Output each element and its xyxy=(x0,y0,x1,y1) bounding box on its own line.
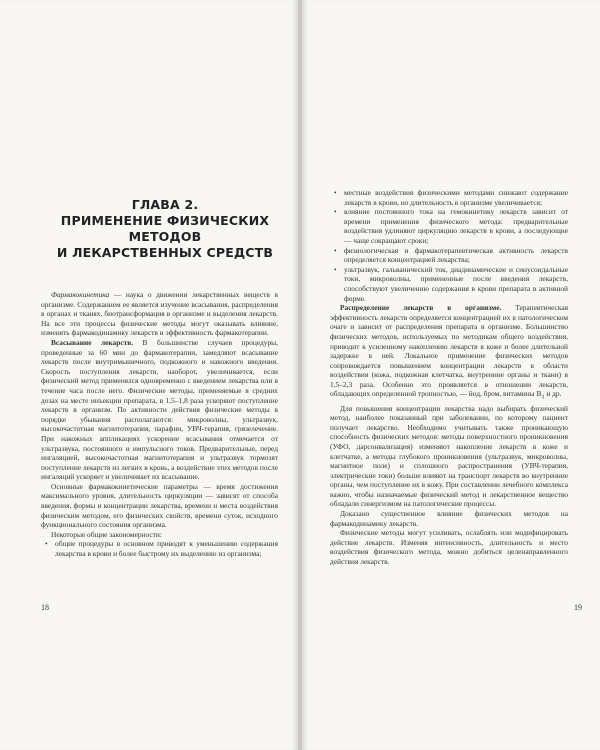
paragraph: Для повышения концентрации лекарства надо выбирать физический метод, наиболее показанный при заболевании, по которому пациент получает лекарство. Необходимо учитывать также проникающую способность физических методов: методы поверхностного проникновения (УФО, дарсонвализация) изменяют накопление лекарств в коже и клетчатке, а методы глубокого проникновения (ультразвук, микроволны, магнитное поле) и сплошного распространения (УВЧ-терапия, электрические токи) больше влияют на транспорт лекарств во внутренние органы, чем поступление их в кожу. При составлении лечебного комплекса важно, чтобы назначаемые физический метод и лекарственное вещество обладали синергизмом на патологические процессы. xyxy=(330,403,568,509)
list-item: • влияние постоянного тока на гемокинетику лекарств зависит от времени применения физического метода: предварительные воздействия удлиняют циркуляцию лекарств в крови, а последующие — чаще сокращают сроки; xyxy=(344,207,568,245)
left-page xyxy=(0,0,298,750)
right-page-text xyxy=(330,188,568,567)
list-item: • физиологическая и фармакотерапевтическая активность лекарств определяется концентрацией лекарства; xyxy=(344,246,568,265)
list-item: • общие процедуры в основном приводят к уменьшению содержания лекарства в крови и более быстрому их выделению из организма; xyxy=(55,539,278,558)
paragraph-text: В большинстве случаев процедуры, проведенные за 60 мин до фармакотерапии, замедляют всасывание лекарств после внутримышечного, подкожного и накожного введения. Скорость поступления лекарств, наоборот, увеличивается, если физический метод применялся одновременно с введением лекарства или в течение часа после него. Физические методы, применяемые в средних дозах на месте инъекции препарата, в 1,5–1,8 раза ускоряют поступление лекарств в организм. По активности действия физические методы в порядке убывания располагаются: микроволны, ультразвук, высокочастотная магнитотерапия, парафин, УВЧ-терапия, грязелечение. При накожных аппликациях ускорение всасывания отмечается от ультразвука, постоянного и импульсного токов. Предварительные, перед ингаляцией, высокочастотная магнитотерапия и ультразвук тормозят поступление лекарств из легких в кровь, а воздействие этих методов после ингаляций ускоряет и увеличивает их всасывание. xyxy=(41,337,278,482)
left-page-text xyxy=(41,290,278,559)
subscript: 1 xyxy=(541,394,545,401)
bullet-list xyxy=(41,539,278,558)
paragraph-text: — наука о движении лекарственных веществ в организме. Содержанием ее является изучение всасывания, распределения в органах и тканях, биотрансформация в организме и выделения лекарств. На все эти процессы физические методы могут оказывать влияние, изменять фармакодинамику лекарств и эффективность фармакотерапии. xyxy=(41,290,278,338)
paragraph xyxy=(41,338,278,482)
section-heading: Всасывание лекарств. xyxy=(51,337,134,347)
bullet-list xyxy=(330,188,568,303)
paragraph: Основные фармакокинетические параметры — время достижения максимального уровня, длительность циркуляции — зависят от способа введения, формы и концентрации лекарства, времени и места воздействия физическим методом, его физических свойств, времени суток, исходного функционального состояния организма. xyxy=(41,481,278,530)
right-page xyxy=(302,0,600,750)
paragraph: Доказано существенное влияние физических методов на фармакодинамику лекарств. xyxy=(330,509,568,528)
paragraph: Некоторые общие закономерности: xyxy=(51,529,162,539)
chapter-title-line: И ЛЕКАРСТВЕННЫХ СРЕДСТВ xyxy=(56,245,274,260)
paragraph-text: Терапевтическая эффективность лекарств определяется концентрацией их в патологическом очаге и зависит от распределения препарата в организме. Большинство физических методов, используемых по методикам общего воздействия, приводит к усиленному накоплению лекарств в коже и более длительной задержке в ней. Локальное применение физических методов сопровождается повышением концентрации лекарств в области воздействия (кожа, подкожная клетчатка, внутренние органы и ткани) в 1,5–2,3 раза. Особенно это проявляется в отношении лекарств, обладающих определенной тропностью, — йод, бром, витамины B xyxy=(330,303,568,399)
paragraph xyxy=(41,290,278,338)
paragraph-text: и др. xyxy=(544,389,562,399)
paragraph: Физические методы могут усиливать, ослаблять или модифицировать действие лекарств. Изменяя интенсивность, длительность и место воздействия физического метода, можно добиться целенаправленного действия лекарств. xyxy=(330,528,568,567)
page-number: 18 xyxy=(41,603,49,612)
term: Фармакокинетика xyxy=(51,290,110,299)
chapter-title xyxy=(40,197,290,261)
chapter-title-line: ПРИМЕНЕНИЕ ФИЗИЧЕСКИХ МЕТОДОВ xyxy=(60,213,270,244)
paragraph xyxy=(330,303,568,403)
list-item: • ультразвук, гальванический ток, диадинамические и синусоидальные токи, микроволны, примененные после введения лекарств, способствуют увеличению содержания в крови препарата в активной форме. xyxy=(344,265,568,303)
section-heading: Распределение лекарств в организме. xyxy=(340,303,502,313)
chapter-title-line: ГЛАВА 2. xyxy=(131,197,199,212)
page-number: 19 xyxy=(574,603,582,612)
list-item: • местные воздействия физическими методами снижают содержание лекарств в крови, но длительность в организме увеличивается; xyxy=(344,188,568,207)
